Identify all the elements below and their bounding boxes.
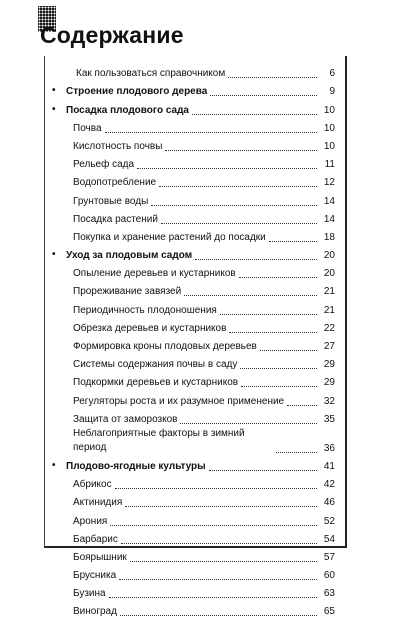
toc-section-entry[interactable] [52,82,335,100]
toc-page-number: 42 [323,479,335,491]
toc-entry[interactable] [52,337,335,355]
dot-leader [260,349,317,351]
toc-entry-title: Покупка и хранение растений до посадки [73,231,266,243]
toc-page-number: 11 [324,159,335,171]
toc-entry-title: Рельеф сада [73,159,135,171]
toc-entry-title: Кислотность почвы [73,140,163,152]
dot-leader [180,422,317,424]
dot-leader [192,113,317,115]
dot-leader [165,149,317,151]
toc-entry-title: Подкормки деревьев и кустарников [73,377,239,389]
dot-leader [161,222,317,224]
toc-entry-title: Формировка кроны плодовых деревьев [73,341,257,352]
toc-entry[interactable] [52,137,335,155]
dot-leader [209,469,317,471]
toc-page-number: 10 [323,140,335,152]
dot-leader [210,94,317,96]
toc-entry-title: Системы содержания почвы в саду [73,359,238,371]
toc-entry-title: Прореживание завязей [73,286,182,298]
dot-leader [159,185,317,187]
toc-entry-title: Обрезка деревьев и кустарников [73,322,227,334]
dot-leader [228,76,317,78]
dot-leader [120,614,317,616]
toc-page-number: 21 [323,304,335,316]
toc-entry-title: Грунтовые воды [73,195,149,207]
toc-page-number: 14 [323,213,335,225]
toc-entry[interactable] [52,475,335,493]
toc-entry[interactable] [52,264,335,282]
toc-entry-title: Неблагоприятные факторы в зимний период [73,427,245,453]
toc-page-number: 29 [323,359,335,371]
dot-leader [276,451,317,453]
toc-entry-title: Арония [73,515,108,527]
toc-page-number: 27 [323,341,335,352]
page-title: Содержание [40,22,184,48]
toc-entry[interactable] [52,355,335,373]
toc-entry[interactable] [52,210,335,228]
toc-page-number: 41 [323,460,335,472]
toc-entry[interactable] [52,530,335,548]
dot-leader [105,131,317,133]
toc-entry-title: Абрикос [73,479,112,491]
toc-entry-title: Как пользоваться справочником [76,68,226,80]
toc-entry-title: Уход за плодовым садом [66,250,193,262]
toc-page-number: 6 [329,68,335,80]
toc-entry[interactable] [52,493,335,511]
toc-entry[interactable] [52,584,335,602]
toc-section-entry[interactable] [52,100,335,118]
dot-leader [137,167,317,169]
toc-page-number: 52 [323,515,335,527]
toc-entry-title: Актинидия [73,497,123,509]
toc-entry[interactable] [52,373,335,391]
toc-entry[interactable] [52,155,335,173]
dot-leader [195,258,317,260]
toc-entry-title: Регуляторы роста и их разумное применение [73,395,285,407]
toc-entry[interactable] [52,119,335,137]
toc-entry[interactable] [52,282,335,300]
toc-entry-title: Плодово-ягодные культуры [66,460,206,472]
toc-page-number: 54 [323,533,335,545]
bullet-icon: • [52,249,56,261]
toc-page-number: 57 [323,551,335,563]
toc-entry[interactable] [52,428,335,457]
toc-section-entry[interactable] [52,246,335,264]
toc-entry[interactable] [52,410,335,428]
dot-leader [125,505,317,507]
toc-page-number: 9 [329,86,335,98]
toc-entry-title: Посадка плодового сада [66,104,189,116]
toc-entry-title: Виноград [73,606,117,618]
toc-entry-title: Брусника [73,570,117,582]
toc-page-number: 46 [323,497,335,509]
toc-entry[interactable] [52,319,335,337]
toc-entry-title: Бузина [73,588,106,600]
toc-entry[interactable] [52,228,335,246]
toc-page-number: 20 [323,250,335,262]
bullet-icon: • [52,103,56,115]
dot-leader [151,204,317,206]
toc-entry[interactable] [52,548,335,566]
toc-page-number: 63 [323,588,335,600]
dot-leader [240,367,317,369]
toc-entry-title: Периодичность плодоношения [73,304,217,316]
toc-section-entry[interactable] [52,457,335,475]
bullet-icon: • [52,85,56,97]
toc-page-number: 12 [323,177,335,189]
toc-page-number: 10 [323,122,335,134]
toc-page-number: 36 [323,442,335,454]
toc-entry-title: Посадка растений [73,213,158,225]
toc-entry-title: Почва [73,122,102,134]
dot-leader [115,487,317,489]
toc-entry[interactable] [52,173,335,191]
toc-page-number: 29 [323,377,335,389]
toc-page-number: 21 [323,286,335,298]
toc-page-number: 32 [323,395,335,407]
toc-entry[interactable] [52,64,335,82]
toc-entry-title: Опыление деревьев и кустарников [73,268,236,280]
bullet-icon: • [52,459,56,471]
toc-entry[interactable] [52,191,335,209]
toc-entry[interactable] [52,391,335,409]
dot-leader [109,596,317,598]
toc-entry[interactable] [52,566,335,584]
dot-leader [239,276,317,278]
dot-leader [287,404,317,406]
toc-entry-title: Защита от заморозков [73,413,178,425]
dot-leader [121,542,317,544]
toc-entry[interactable] [52,511,335,529]
dot-leader [184,294,317,296]
toc-page-number: 18 [323,231,335,243]
toc-entry-title: Барбарис [73,533,118,545]
toc-entry-title: Водопотребление [73,177,157,189]
dot-leader [229,331,317,333]
toc-page-number: 10 [323,104,335,116]
dot-leader [220,313,317,315]
toc-entry-title: Боярышник [73,551,127,563]
toc-page-number: 35 [323,413,335,425]
toc-entry[interactable] [52,602,335,620]
toc-page-number: 65 [323,606,335,618]
dot-leader [110,524,317,526]
toc-entry[interactable] [52,300,335,318]
toc-entry-title: Строение плодового дерева [66,86,208,98]
contents-list [52,64,335,620]
toc-page-number: 22 [323,322,335,334]
toc-page-number: 20 [323,268,335,280]
dot-leader [119,578,317,580]
dot-leader [269,240,317,242]
dot-leader [241,385,317,387]
toc-page-number: 60 [323,570,335,582]
toc-page-number: 14 [323,195,335,207]
